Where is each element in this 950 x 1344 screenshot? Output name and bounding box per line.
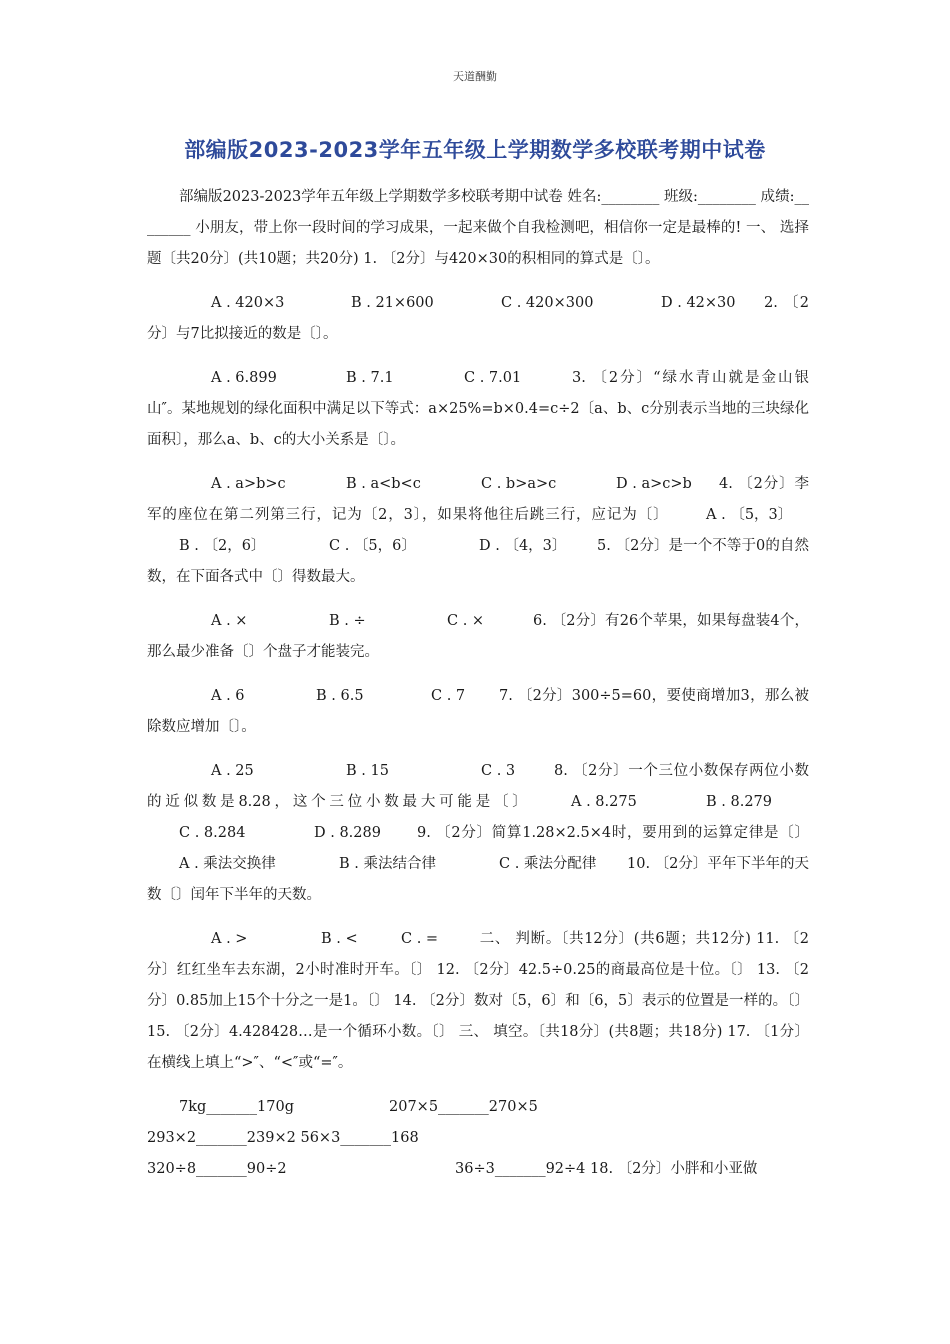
q10-option-c: C . =: [401, 931, 439, 947]
q9-option-b: B . 乘法结合律: [339, 856, 436, 872]
q2-option-a: A . 6.899: [211, 370, 277, 386]
q1-option-d: D . 42×30: [661, 295, 736, 311]
fill-line-3: [147, 1154, 809, 1185]
q8-option-c: C . 8.284: [179, 825, 246, 841]
section2-text: 二、 判断。〔共12分〕(共6题；共12分) 11. 〔2分〕红红坐车去东湖，2小时准时开车。〔〕 12. 〔2分〕42.5÷0.25的商最高位是十位。〔〕 13. 〔2分〕0.85加上15个十分之一是1。〔〕 14. 〔2分〕数对〔5，6〕和〔6，5〕表示的位置是一样的。〔〕 15. 〔2分〕4.428428…是一个循环小数。〔〕 三、 填空。〔共18分〕(共8题；共18分) 17. 〔1分〕在横线上填上“>″、“<″或“=″。: [147, 931, 809, 1071]
q4-option-a: A . 〔5，3〕: [706, 507, 793, 523]
q6-text: 6. 〔2分〕有26个苹果，如果每盘装4个，那么最少准备〔〕个盘子才能装完。: [147, 613, 809, 660]
q3-option-c: C . b>a>c: [481, 476, 557, 492]
q8-text: 8. 〔2分〕一个三位小数保存两位小数的近似数是8.28，这个三位小数最大可能是〔〕: [147, 763, 809, 810]
q2-options: [147, 363, 809, 456]
q1-option-b: B . 21×600: [351, 295, 434, 311]
q7-options: [147, 756, 809, 911]
q18-text: 18. 〔2分〕小胖和小亚做: [590, 1161, 758, 1177]
q5-option-c: C . ×: [447, 613, 485, 629]
q7-text: 7. 〔2分〕300÷5=60，要使商增加3，那么被除数应增加〔〕。: [147, 688, 809, 735]
q7-option-a: A . 25: [211, 763, 254, 779]
q7-option-c: C . 3: [481, 763, 516, 779]
q2-option-c: C . 7.01: [464, 370, 522, 386]
q4-text: 4. 〔2分〕李军的座位在第二列第三行，记为〔2，3〕，如果将他往后跳三行，应记为〔〕: [147, 476, 809, 523]
document-title: 部编版2023-2023学年五年级上学期数学多校联考期中试卷: [184, 138, 766, 162]
fill-line-2: [147, 1123, 809, 1154]
q2-option-b: B . 7.1: [346, 370, 394, 386]
fill-item-f: 36÷3_______92÷4: [455, 1161, 586, 1177]
fill-in-block: [147, 1092, 809, 1185]
q9-option-c: C . 乘法分配律: [499, 856, 597, 872]
q3-option-d: D . a>c>b: [616, 476, 692, 492]
page-header: 天道酬勤: [453, 70, 497, 83]
q4-option-d: D . 〔4，3〕: [479, 538, 567, 554]
q10-option-a: A . >: [211, 931, 248, 947]
q10-option-b: B . <: [321, 931, 358, 947]
q8-option-d: D . 8.289: [314, 825, 381, 841]
q5-option-b: B . ÷: [329, 613, 366, 629]
q3-option-a: A . a>b>c: [211, 476, 286, 492]
fill-item-e: 320÷8_______90÷2: [147, 1161, 287, 1177]
q3-options: [147, 469, 809, 593]
document-body: [147, 182, 809, 1185]
q9-text: 9. 〔2分〕简算1.28×2.5×4时，要用到的运算定律是〔〕: [417, 825, 809, 841]
q1-options: [147, 288, 809, 350]
q10-text: 10. 〔2分〕平年下半年的天数〔〕闰年下半年的天数。: [147, 856, 809, 903]
q5-text: 5. 〔2分〕是一个不等于0的自然数，在下面各式中〔〕得数最大。: [147, 538, 809, 585]
q10-options-and-section2: [147, 924, 809, 1079]
fill-item-a: 7kg_______170g: [179, 1099, 295, 1115]
q1-option-a: A . 420×3: [211, 295, 285, 311]
fill-line-1: [147, 1092, 809, 1123]
q4-option-c: C . 〔5，6〕: [329, 538, 416, 554]
q6-option-c: C . 7: [431, 688, 466, 704]
q6-options: [147, 681, 809, 743]
q9-option-a: A . 乘法交换律: [179, 856, 276, 872]
q5-option-a: A . ×: [211, 613, 248, 629]
q4-option-b: B . 〔2，6〕: [179, 538, 266, 554]
q3-option-b: B . a<b<c: [346, 476, 421, 492]
q6-option-b: B . 6.5: [316, 688, 364, 704]
q6-option-a: A . 6: [211, 688, 245, 704]
q8-option-b: B . 8.279: [706, 794, 772, 810]
fill-item-c: 293×2_______239×2: [147, 1130, 296, 1146]
q2-text: 2. 〔2分〕与7比拟接近的数是〔〕。: [147, 295, 809, 342]
q7-option-b: B . 15: [346, 763, 389, 779]
q3-text: 3. 〔2分〕“绿水青山就是金山银山″。某地规划的绿化面积中满足以下等式：a×25%=b×0.4=c÷2〔a、b、c分别表示当地的三块绿化面积〕，那么a、b、c的大小关系是〔〕。: [147, 370, 809, 448]
q1-option-c: C . 420×300: [501, 295, 594, 311]
fill-item-d: 56×3_______168: [300, 1130, 419, 1146]
fill-item-b: 207×5_______270×5: [389, 1099, 538, 1115]
intro-paragraph: 部编版2023-2023学年五年级上学期数学多校联考期中试卷 姓名:________ 班级:________ 成绩:________ 小朋友，带上你一段时间的学习成果，一起来做个自我检测吧，相信你一定是最棒的! 一、 选择题〔共20分〕(共10题；共20分) 1. 〔2分〕与420×30的积相同的算式是〔〕。: [147, 189, 809, 267]
q5-options: [147, 606, 809, 668]
q8-option-a: A . 8.275: [571, 794, 637, 810]
